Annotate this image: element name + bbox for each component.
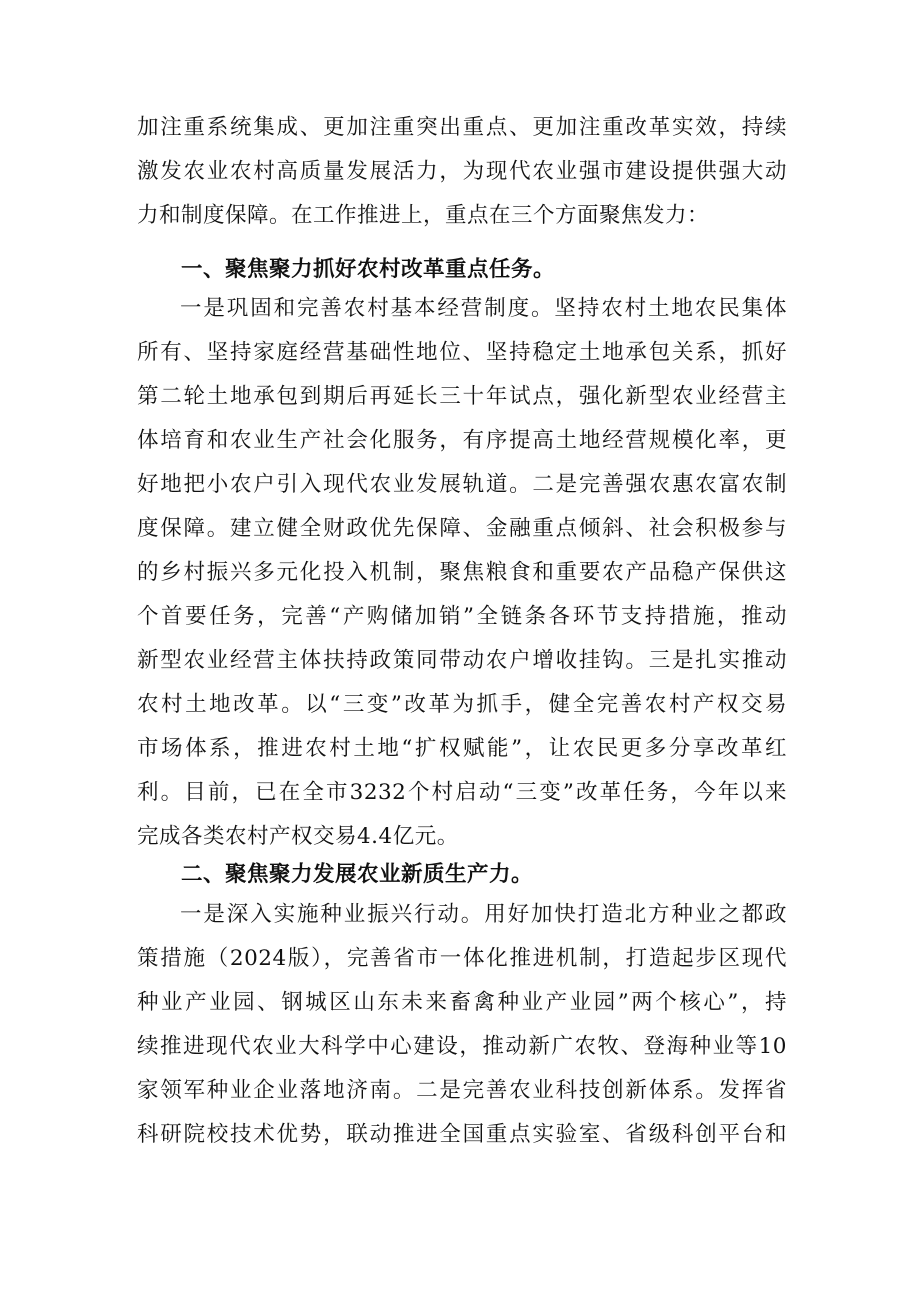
paragraph-line: 激发农业农村高质量发展活力，为现代农业强市建设提供强大动 xyxy=(137,159,787,184)
paragraph-line: 农村土地改革。以“三变”改革为抓手，健全完善农村产权交易 xyxy=(137,692,787,717)
paragraph-line: 所有、坚持家庭经营基础性地位、坚持稳定土地承包关系，抓好 xyxy=(137,340,787,365)
section-2-paragraph xyxy=(137,893,787,1157)
paragraph-line: 家领军种业企业落地济南。二是完善农业科技创新体系。发挥省 xyxy=(137,1078,787,1103)
section-heading-1: 一、聚焦聚力抓好农村改革重点任务。 xyxy=(181,257,556,282)
paragraph-line: 加注重系统集成、更加注重突出重点、更加注重改革实效，持续 xyxy=(137,115,787,140)
paragraph-line: 新型农业经营主体扶持政策同带动农户增收挂钩。三是扎实推动 xyxy=(137,648,787,673)
paragraph-line: 个首要任务，完善“产购储加销”全链条各环节支持措施，推动 xyxy=(137,604,787,629)
paragraph-line: 种业产业园、钢城区山东未来畜禽种业产业园”两个核心”，持 xyxy=(137,990,787,1015)
paragraph-line: 第二轮土地承包到期后再延长三十年试点，强化新型农业经营主 xyxy=(137,384,787,409)
paragraph-line: 策措施（2024版），完善省市一体化推进机制，打造起步区现代 xyxy=(137,946,787,971)
paragraph-line: 的乡村振兴多元化投入机制，聚焦粮食和重要农产品稳产保供这 xyxy=(137,560,787,585)
paragraph-line: 一是深入实施种业振兴行动。用好加快打造北方种业之都政 xyxy=(180,902,787,927)
paragraph-line: 市场体系，推进农村土地“扩权赋能”，让农民更多分享改革红 xyxy=(137,736,787,761)
paragraph-line: 好地把小农户引入现代农业发展轨道。二是完善强农惠农富农制 xyxy=(137,472,787,497)
intro-paragraph xyxy=(137,106,787,238)
paragraph-line: 科研院校技术优势，联动推进全国重点实验室、省级科创平台和 xyxy=(137,1122,787,1147)
paragraph-line: 一是巩固和完善农村基本经营制度。坚持农村土地农民集体 xyxy=(180,296,787,321)
section-heading-2: 二、聚焦聚力发展农业新质生产力。 xyxy=(181,862,534,887)
section-1-paragraph xyxy=(137,287,787,859)
paragraph-line: 体培育和农业生产社会化服务，有序提高土地经营规模化率，更 xyxy=(137,428,787,453)
paragraph-line: 力和制度保障。在工作推进上，重点在三个方面聚焦发力： xyxy=(137,203,710,228)
paragraph-line: 度保障。建立健全财政优先保障、金融重点倾斜、社会积极参与 xyxy=(137,516,787,541)
paragraph-line: 完成各类农村产权交易4.4亿元。 xyxy=(137,824,459,849)
paragraph-line: 利。目前，已在全市3232个村启动“三变”改革任务，今年以来 xyxy=(137,780,787,805)
paragraph-line: 续推进现代农业大科学中心建设，推动新广农牧、登海种业等10 xyxy=(137,1034,787,1059)
